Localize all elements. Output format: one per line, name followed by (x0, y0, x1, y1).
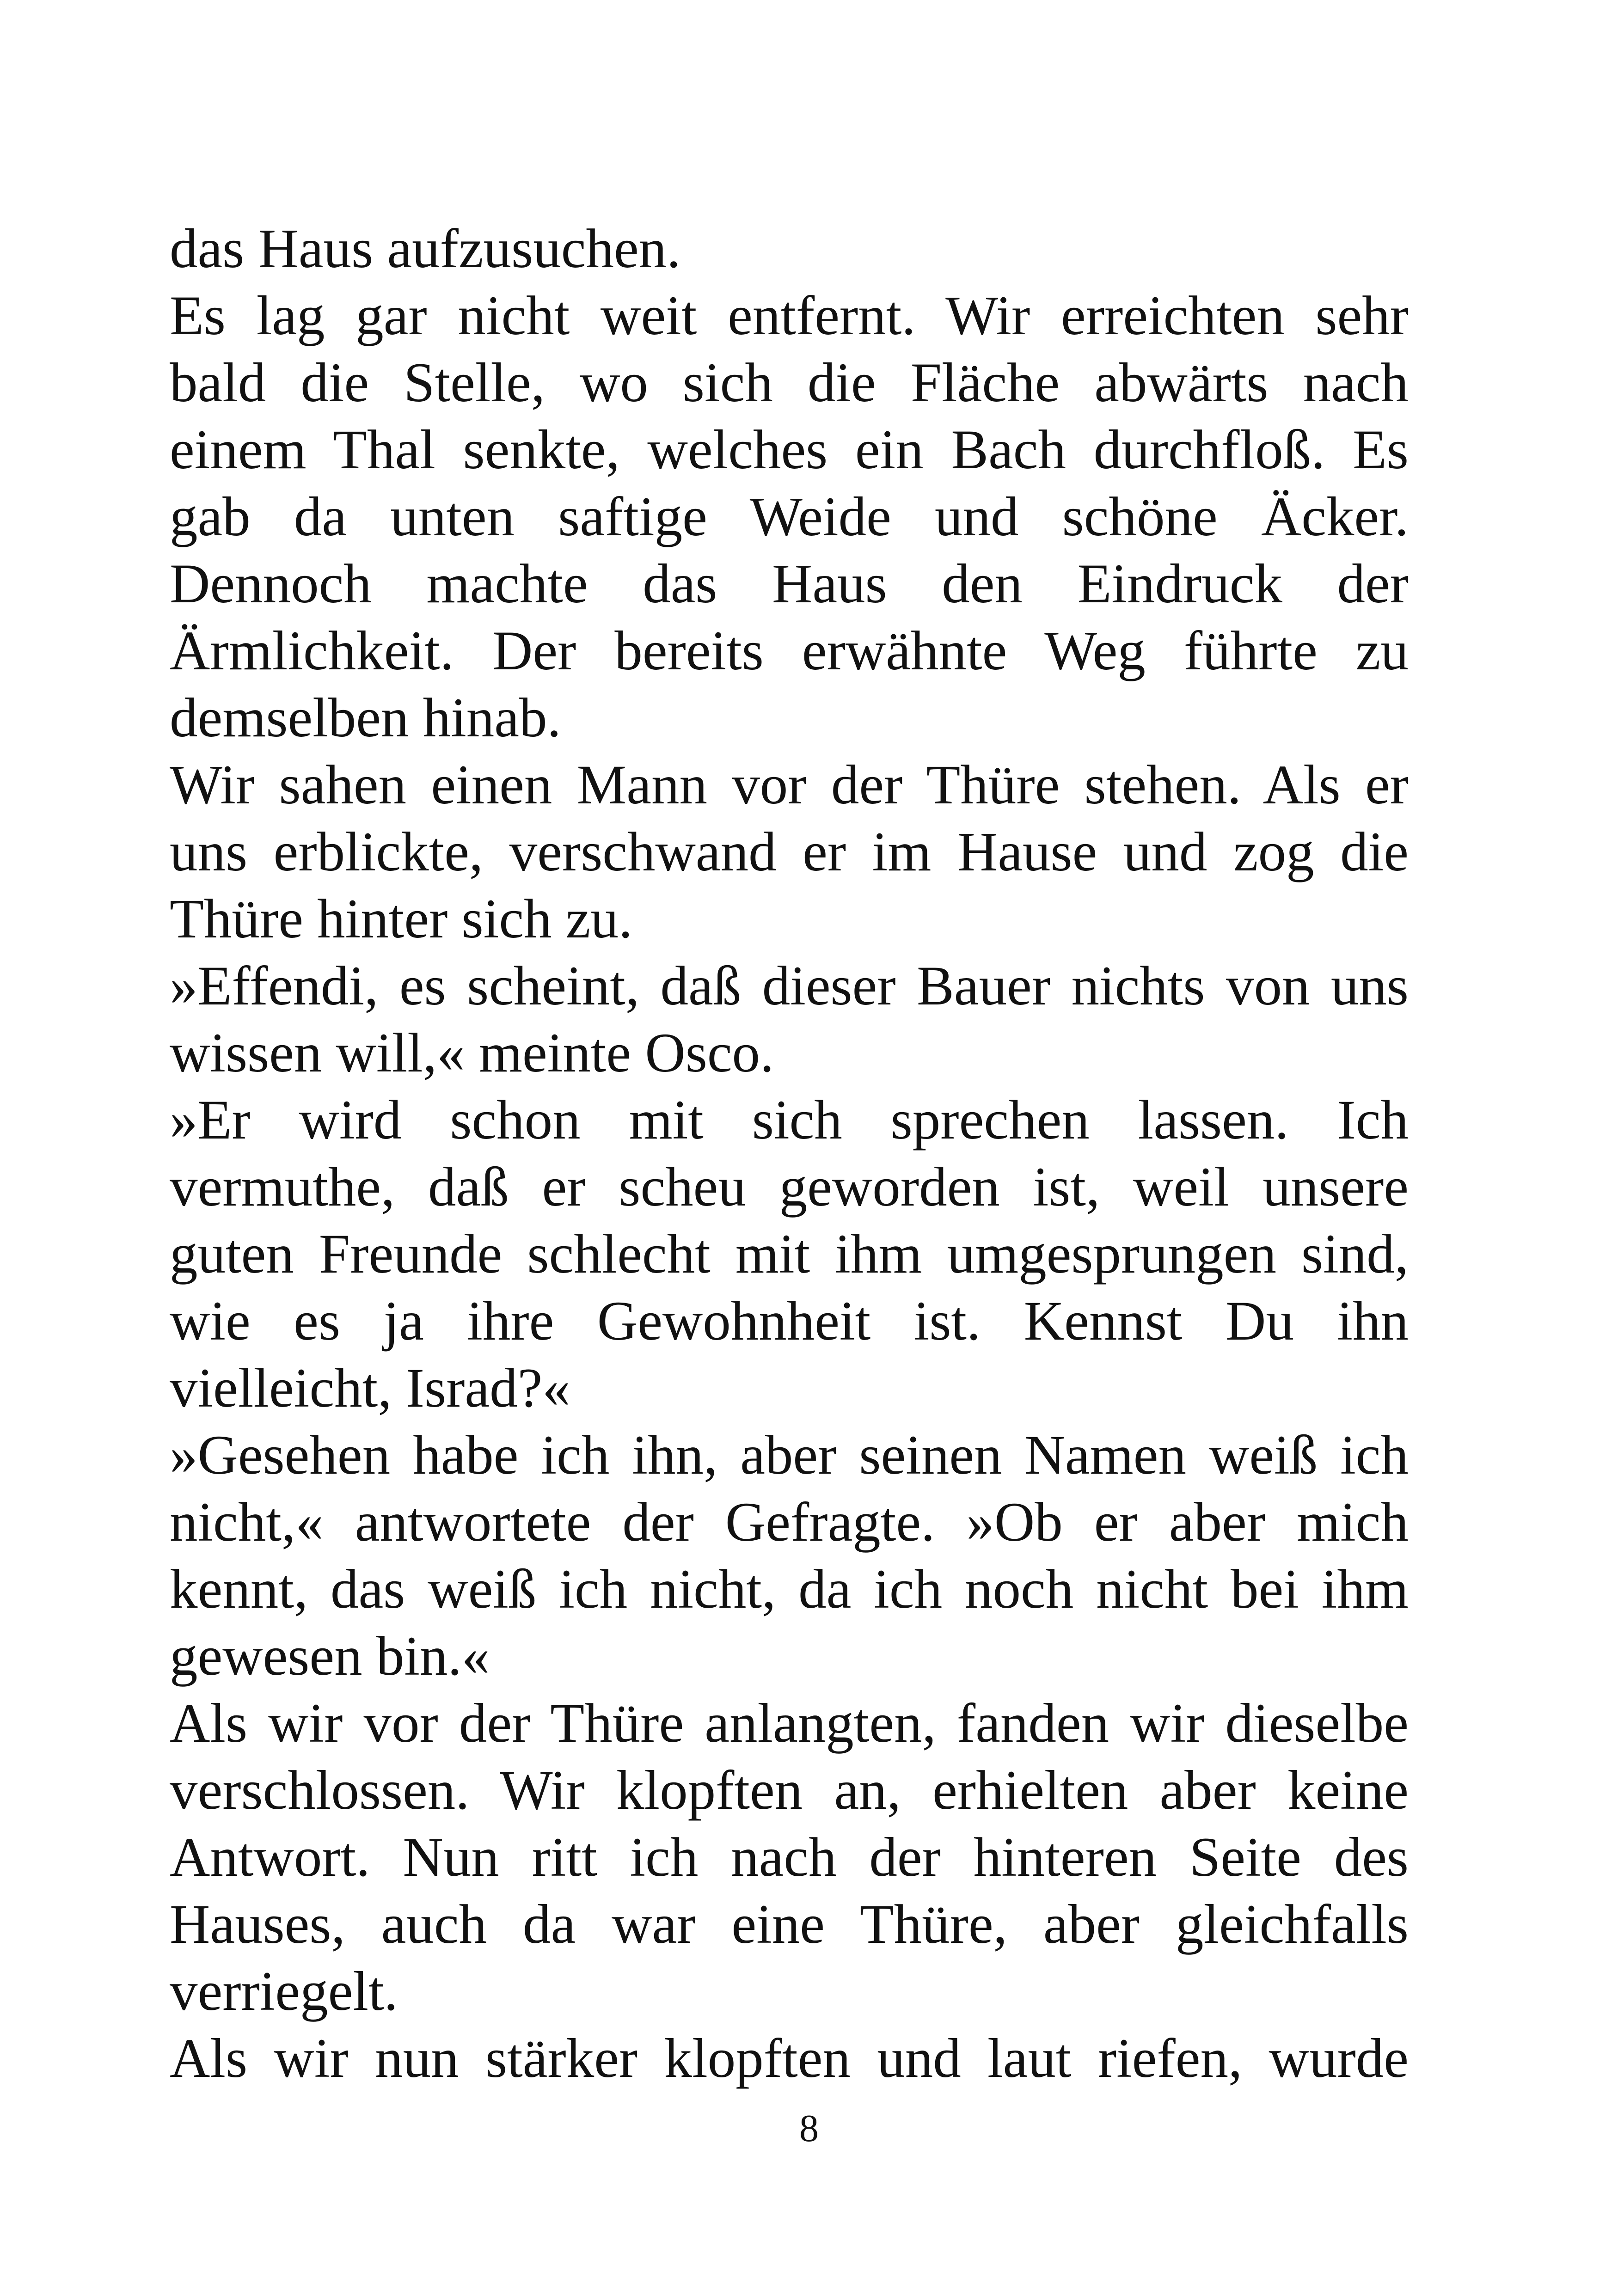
text-line: einem Thal senkte, welches ein Bach durchfloß. Es (170, 419, 1409, 481)
text-line: Als wir vor der Thüre anlangten, fanden wir dieselbe (170, 1692, 1409, 1754)
text-line: Ärmlichkeit. Der bereits erwähnte Weg führte zu (170, 620, 1409, 682)
text-line: wissen will,« meinte Osco. (170, 1022, 774, 1084)
text-line: guten Freunde schlecht mit ihm umgesprungen sind, (170, 1223, 1409, 1285)
text-line: wie es ja ihre Gewohnheit ist. Kennst Du ihn (170, 1290, 1409, 1352)
text-line: das Haus aufzusuchen. (170, 218, 681, 280)
text-line: gewesen bin.« (170, 1625, 490, 1687)
text-line: verriegelt. (170, 1960, 398, 2022)
text-line: Dennoch machte das Haus den Eindruck der (170, 553, 1409, 615)
text-line: kennt, das weiß ich nicht, da ich noch nicht bei ihm (170, 1558, 1409, 1620)
text-line: Antwort. Nun ritt ich nach der hinteren Seite des (170, 1826, 1409, 1888)
text-line: »Gesehen habe ich ihn, aber seinen Namen weiß ich (170, 1424, 1409, 1486)
text-line: gab da unten saftige Weide und schöne Äcker. (170, 486, 1409, 548)
text-line: »Effendi, es scheint, daß dieser Bauer nichts von uns (170, 955, 1409, 1017)
body-text (170, 215, 1409, 2092)
text-line: »Er wird schon mit sich sprechen lassen. Ich (170, 1089, 1409, 1151)
text-line: Es lag gar nicht weit entfernt. Wir erreichten sehr (170, 285, 1409, 347)
text-line: nicht,« antwortete der Gefragte. »Ob er aber mich (170, 1491, 1409, 1553)
text-line: vielleicht, Israd?« (170, 1357, 570, 1419)
text-line: Als wir nun stärker klopften und laut riefen, wurde (170, 2027, 1409, 2089)
text-line: Wir sahen einen Mann vor der Thüre stehen. Als er (170, 754, 1409, 816)
page-number: 8 (799, 2107, 819, 2150)
text-line: Hauses, auch da war eine Thüre, aber gleichfalls (170, 1893, 1409, 1955)
text-line: demselben hinab. (170, 687, 561, 749)
text-line: uns erblickte, verschwand er im Hause und zog die (170, 821, 1409, 883)
text-line: verschlossen. Wir klopften an, erhielten aber keine (170, 1759, 1409, 1821)
text-line: Thüre hinter sich zu. (170, 888, 633, 950)
text-line: vermuthe, daß er scheu geworden ist, weil unsere (170, 1156, 1409, 1218)
text-line: bald die Stelle, wo sich die Fläche abwärts nach (170, 352, 1409, 414)
